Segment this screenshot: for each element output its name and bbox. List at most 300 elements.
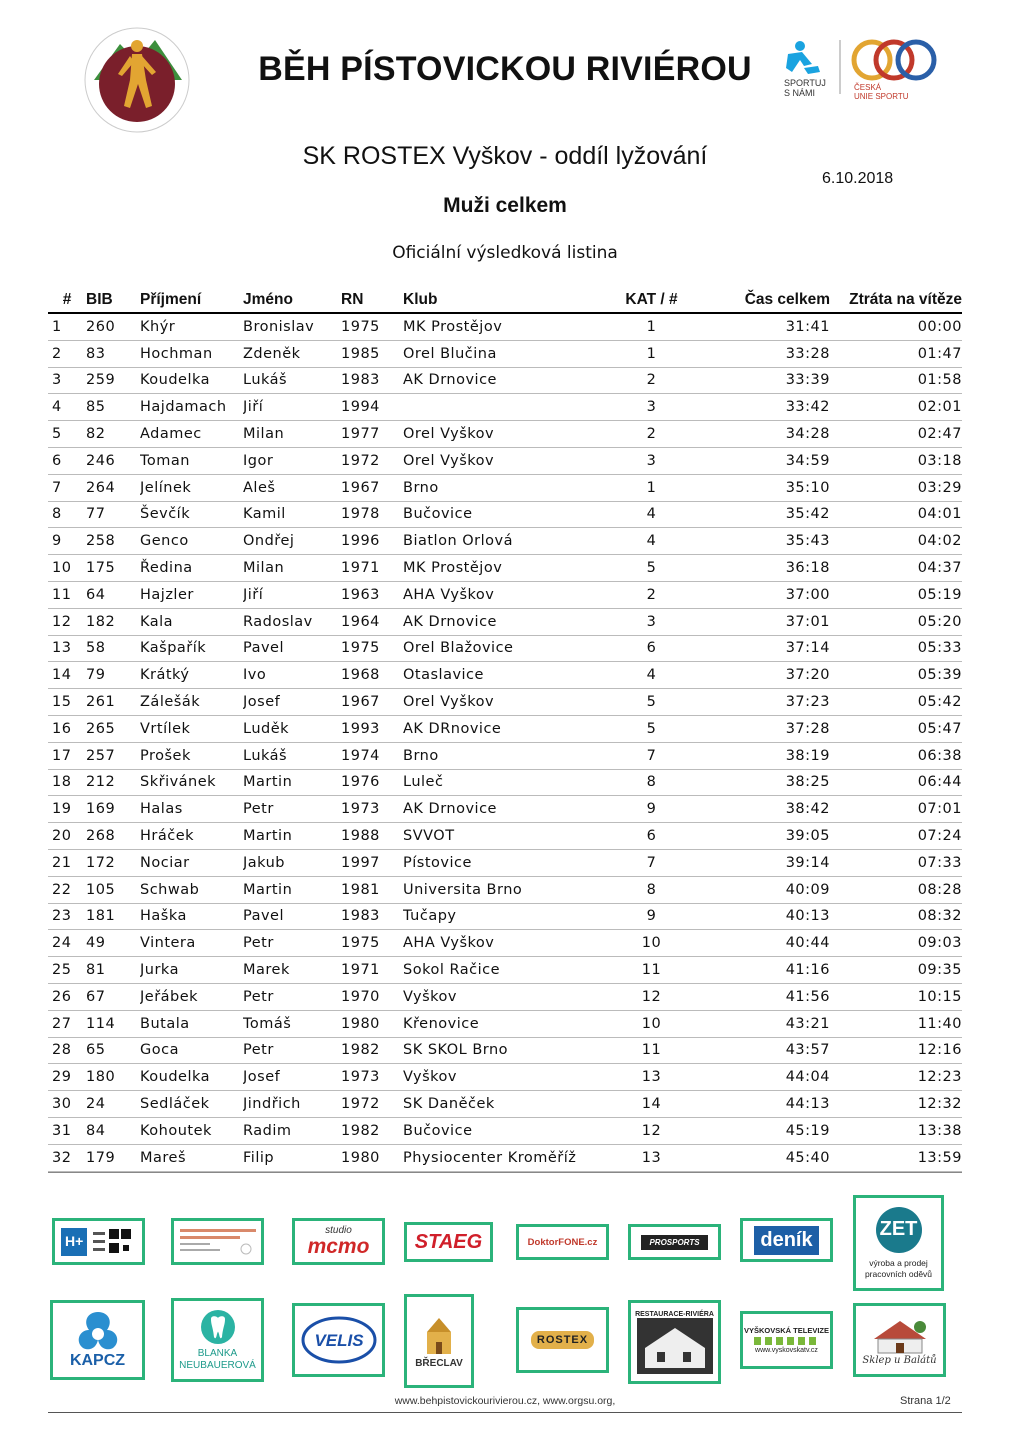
cell-bib: 24 (86, 1091, 140, 1118)
cell-club: Otaslavice (403, 662, 603, 689)
cell-name: Milan (243, 421, 341, 448)
sponsor-staeg (404, 1222, 493, 1262)
cell-club: AHA Vyškov (403, 581, 603, 608)
category-title: Muži celkem (443, 194, 567, 217)
table-row (48, 876, 962, 903)
cell-surname: Vrtílek (140, 715, 243, 742)
cell-year: 1983 (341, 903, 403, 930)
cell-club: SVVOT (403, 823, 603, 850)
cell-time: 38:19 (700, 742, 830, 769)
cell-name: Ivo (243, 662, 341, 689)
cell-surname: Jurka (140, 957, 243, 984)
cell-category: 2 (603, 367, 700, 394)
cell-bib: 58 (86, 635, 140, 662)
cell-club: AK Drnovice (403, 367, 603, 394)
cell-time: 35:42 (700, 501, 830, 528)
cell-category: 1 (603, 474, 700, 501)
cell-year: 1996 (341, 528, 403, 555)
cell-name: Radim (243, 1117, 341, 1144)
cell-surname: Hajdamach (140, 394, 243, 421)
cell-bib: 181 (86, 903, 140, 930)
footer-rule (48, 1412, 962, 1413)
cell-name: Lukáš (243, 367, 341, 394)
cell-surname: Koudelka (140, 367, 243, 394)
cell-name: Petr (243, 930, 341, 957)
cell-time: 33:42 (700, 394, 830, 421)
cell-gap: 09:03 (830, 930, 962, 957)
cell-year: 1976 (341, 769, 403, 796)
cell-bib: 265 (86, 715, 140, 742)
cell-rank: 9 (48, 528, 86, 555)
cell-name: Pavel (243, 635, 341, 662)
cell-name: Pavel (243, 903, 341, 930)
cell-time: 45:40 (700, 1144, 830, 1171)
cell-surname: Hráček (140, 823, 243, 850)
cell-name: Petr (243, 983, 341, 1010)
col-year: RN (341, 288, 403, 313)
cell-name: Radoslav (243, 608, 341, 635)
cell-gap: 09:35 (830, 957, 962, 984)
cell-surname: Ředina (140, 555, 243, 582)
cell-surname: Khýr (140, 313, 243, 340)
race-date: 6.10.2018 (822, 170, 894, 187)
cell-gap: 03:18 (830, 447, 962, 474)
breclav-label: BŘECLAV (415, 1357, 463, 1369)
cell-surname: Kala (140, 608, 243, 635)
cell-bib: 49 (86, 930, 140, 957)
cell-time: 38:42 (700, 796, 830, 823)
cell-gap: 05:19 (830, 581, 962, 608)
cell-surname: Prošek (140, 742, 243, 769)
table-row (48, 447, 962, 474)
cell-bib: 182 (86, 608, 140, 635)
rostex-label: ROSTEX (531, 1331, 594, 1349)
table-row (48, 608, 962, 635)
cell-gap: 04:02 (830, 528, 962, 555)
cell-category: 11 (603, 957, 700, 984)
svg-text:ČESKÁ: ČESKÁ (854, 83, 882, 92)
cell-name: Tomáš (243, 1010, 341, 1037)
page-title: BĚH PÍSTOVICKOU RIVIÉROU (258, 50, 752, 88)
cell-gap: 08:28 (830, 876, 962, 903)
col-gap: Ztráta na vítěze (830, 288, 962, 313)
cell-year: 1985 (341, 340, 403, 367)
cell-rank: 25 (48, 957, 86, 984)
cell-gap: 01:58 (830, 367, 962, 394)
cell-bib: 179 (86, 1144, 140, 1171)
table-row (48, 662, 962, 689)
cell-year: 1980 (341, 1010, 403, 1037)
table-row (48, 957, 962, 984)
vtv-url: www.vyskovskatv.cz (755, 1347, 818, 1354)
table-row (48, 340, 962, 367)
table-row (48, 313, 962, 340)
cell-category: 11 (603, 1037, 700, 1064)
cell-club: SK SKOL Brno (403, 1037, 603, 1064)
cell-bib: 79 (86, 662, 140, 689)
cell-gap: 02:47 (830, 421, 962, 448)
cell-rank: 17 (48, 742, 86, 769)
cell-rank: 5 (48, 421, 86, 448)
cell-rank: 1 (48, 313, 86, 340)
cell-time: 34:59 (700, 447, 830, 474)
cell-bib: 114 (86, 1010, 140, 1037)
cell-club (403, 394, 603, 421)
cell-bib: 84 (86, 1117, 140, 1144)
cell-club: Orel Vyškov (403, 421, 603, 448)
table-row (48, 689, 962, 716)
cell-category: 4 (603, 662, 700, 689)
cell-club: Brno (403, 474, 603, 501)
sponsor-rostex (516, 1307, 609, 1373)
table-row (48, 1091, 962, 1118)
cell-gap: 13:38 (830, 1117, 962, 1144)
sklep-label: Sklep u Balátů (862, 1354, 937, 1366)
table-row (48, 367, 962, 394)
cell-rank: 6 (48, 447, 86, 474)
cell-bib: 260 (86, 313, 140, 340)
sponsor-breclav (404, 1294, 474, 1388)
cell-gap: 07:33 (830, 849, 962, 876)
cell-category: 13 (603, 1144, 700, 1171)
cell-time: 36:18 (700, 555, 830, 582)
cell-club: AK DRnovice (403, 715, 603, 742)
cell-category: 10 (603, 930, 700, 957)
cell-rank: 32 (48, 1144, 86, 1171)
cell-year: 1977 (341, 421, 403, 448)
cell-category: 3 (603, 447, 700, 474)
cell-club: Orel Blažovice (403, 635, 603, 662)
table-row (48, 1117, 962, 1144)
cell-gap: 04:37 (830, 555, 962, 582)
cell-club: MK Prostějov (403, 313, 603, 340)
cell-category: 1 (603, 313, 700, 340)
zet-caption: výroba a prodej pracovních oděvů (864, 1257, 933, 1279)
cell-name: Kamil (243, 501, 341, 528)
col-surname: Příjmení (140, 288, 243, 313)
cell-name: Marek (243, 957, 341, 984)
cell-surname: Kašpařík (140, 635, 243, 662)
cell-name: Igor (243, 447, 341, 474)
svg-text:H+: H+ (64, 1232, 83, 1249)
cell-rank: 3 (48, 367, 86, 394)
cell-gap: 12:32 (830, 1091, 962, 1118)
cell-club: Vyškov (403, 1064, 603, 1091)
cell-surname: Jelínek (140, 474, 243, 501)
cell-surname: Skřivánek (140, 769, 243, 796)
table-row (48, 635, 962, 662)
cell-name: Luděk (243, 715, 341, 742)
cell-rank: 11 (48, 581, 86, 608)
cell-rank: 21 (48, 849, 86, 876)
cell-gap: 05:20 (830, 608, 962, 635)
cell-name: Jindřich (243, 1091, 341, 1118)
cell-rank: 31 (48, 1117, 86, 1144)
cell-rank: 2 (48, 340, 86, 367)
cell-surname: Butala (140, 1010, 243, 1037)
cell-surname: Genco (140, 528, 243, 555)
cell-rank: 24 (48, 930, 86, 957)
cell-gap: 01:47 (830, 340, 962, 367)
table-row (48, 501, 962, 528)
cell-bib: 258 (86, 528, 140, 555)
cell-category: 5 (603, 715, 700, 742)
table-row (48, 1064, 962, 1091)
sponsor-studio-mcmo (292, 1218, 385, 1265)
partner-logos (782, 36, 942, 100)
cell-bib: 261 (86, 689, 140, 716)
cell-gap: 13:59 (830, 1144, 962, 1171)
cell-gap: 05:33 (830, 635, 962, 662)
cell-gap: 05:47 (830, 715, 962, 742)
sponsor-kapcz (50, 1300, 145, 1380)
table-row (48, 715, 962, 742)
results-table (48, 288, 962, 1172)
table-row (48, 742, 962, 769)
cell-time: 41:56 (700, 983, 830, 1010)
cell-year: 1994 (341, 394, 403, 421)
svg-text:SPORTUJ: SPORTUJ (784, 78, 826, 88)
cell-surname: Schwab (140, 876, 243, 903)
table-row (48, 849, 962, 876)
cell-category: 6 (603, 823, 700, 850)
cell-surname: Hochman (140, 340, 243, 367)
cell-category: 12 (603, 983, 700, 1010)
cell-surname: Jeřábek (140, 983, 243, 1010)
col-club: Klub (403, 288, 603, 313)
cell-surname: Mareš (140, 1144, 243, 1171)
header-row (48, 288, 962, 313)
cell-name: Bronislav (243, 313, 341, 340)
cell-year: 1983 (341, 367, 403, 394)
sponsor-velis (292, 1303, 385, 1377)
cell-category: 3 (603, 394, 700, 421)
cell-bib: 169 (86, 796, 140, 823)
cell-time: 35:10 (700, 474, 830, 501)
cell-rank: 19 (48, 796, 86, 823)
sponsor-vtv (740, 1311, 833, 1369)
cell-bib: 257 (86, 742, 140, 769)
cell-name: Petr (243, 1037, 341, 1064)
cell-time: 43:21 (700, 1010, 830, 1037)
cell-gap: 06:38 (830, 742, 962, 769)
cell-name: Martin (243, 769, 341, 796)
footer-links: www.behpistovickourivierou.cz, www.orgsu.org, (394, 1395, 616, 1407)
sponsor-denik (740, 1218, 833, 1262)
sponsor-prosports (628, 1224, 721, 1260)
table-row (48, 796, 962, 823)
cell-year: 1981 (341, 876, 403, 903)
cell-year: 1988 (341, 823, 403, 850)
cell-surname: Zálešák (140, 689, 243, 716)
prosports-label: PROSPORTS (641, 1235, 707, 1250)
sponsor-restaurace (628, 1300, 721, 1384)
cell-bib: 82 (86, 421, 140, 448)
cell-time: 39:14 (700, 849, 830, 876)
cell-category: 5 (603, 555, 700, 582)
cell-year: 1975 (341, 635, 403, 662)
cell-surname: Hajzler (140, 581, 243, 608)
cell-rank: 8 (48, 501, 86, 528)
cell-name: Jiří (243, 581, 341, 608)
cell-club: Biatlon Orlová (403, 528, 603, 555)
cell-year: 1982 (341, 1037, 403, 1064)
page-number: Strana 1/2 (900, 1395, 951, 1407)
cell-club: Vyškov (403, 983, 603, 1010)
cell-gap: 12:23 (830, 1064, 962, 1091)
cell-time: 34:28 (700, 421, 830, 448)
cell-category: 3 (603, 608, 700, 635)
col-bib: BIB (86, 288, 140, 313)
cell-bib: 175 (86, 555, 140, 582)
cell-club: Bučovice (403, 1117, 603, 1144)
cell-gap: 02:01 (830, 394, 962, 421)
sponsor-dental-small (171, 1218, 264, 1265)
cell-time: 40:44 (700, 930, 830, 957)
cell-name: Filip (243, 1144, 341, 1171)
zet-label: ZET (876, 1207, 922, 1253)
table-row (48, 394, 962, 421)
sponsor-blanka (171, 1298, 264, 1382)
cell-bib: 246 (86, 447, 140, 474)
cell-bib: 268 (86, 823, 140, 850)
cell-rank: 13 (48, 635, 86, 662)
cell-year: 1972 (341, 1091, 403, 1118)
cell-rank: 15 (48, 689, 86, 716)
table-row (48, 903, 962, 930)
cell-year: 1978 (341, 501, 403, 528)
col-category: KAT / # (603, 288, 700, 313)
cell-rank: 26 (48, 983, 86, 1010)
cell-year: 1982 (341, 1117, 403, 1144)
table-row (48, 528, 962, 555)
cell-club: Brno (403, 742, 603, 769)
cell-year: 1973 (341, 1064, 403, 1091)
cell-time: 33:39 (700, 367, 830, 394)
cell-club: Universita Brno (403, 876, 603, 903)
cell-bib: 67 (86, 983, 140, 1010)
cell-name: Josef (243, 1064, 341, 1091)
cell-bib: 65 (86, 1037, 140, 1064)
cell-gap: 10:15 (830, 983, 962, 1010)
cell-rank: 29 (48, 1064, 86, 1091)
cell-year: 1964 (341, 608, 403, 635)
cell-rank: 30 (48, 1091, 86, 1118)
staeg-label: STAEG (414, 1230, 483, 1253)
cell-gap: 08:32 (830, 903, 962, 930)
table-row (48, 1144, 962, 1171)
cell-surname: Nociar (140, 849, 243, 876)
cell-surname: Adamec (140, 421, 243, 448)
cell-year: 1975 (341, 930, 403, 957)
cell-name: Lukáš (243, 742, 341, 769)
cell-year: 1967 (341, 474, 403, 501)
cell-time: 37:20 (700, 662, 830, 689)
cell-club: MK Prostějov (403, 555, 603, 582)
cell-year: 1970 (341, 983, 403, 1010)
cell-club: Pístovice (403, 849, 603, 876)
cell-gap: 07:24 (830, 823, 962, 850)
cell-club: Bučovice (403, 501, 603, 528)
velis-label: VELIS (313, 1331, 364, 1350)
cell-time: 40:13 (700, 903, 830, 930)
cell-surname: Vintera (140, 930, 243, 957)
cell-club: Sokol Račice (403, 957, 603, 984)
cell-club: Luleč (403, 769, 603, 796)
cell-gap: 06:44 (830, 769, 962, 796)
cell-gap: 12:16 (830, 1037, 962, 1064)
cell-rank: 28 (48, 1037, 86, 1064)
svg-text:S NÁMI: S NÁMI (784, 88, 816, 98)
cell-time: 44:04 (700, 1064, 830, 1091)
col-name: Jméno (243, 288, 341, 313)
cell-time: 41:16 (700, 957, 830, 984)
cell-name: Ondřej (243, 528, 341, 555)
cell-gap: 04:01 (830, 501, 962, 528)
table-row (48, 555, 962, 582)
cell-name: Jiří (243, 394, 341, 421)
cell-category: 9 (603, 903, 700, 930)
cell-gap: 05:42 (830, 689, 962, 716)
kapcz-label: KAPCZ (69, 1352, 126, 1369)
cell-category: 7 (603, 849, 700, 876)
cell-time: 33:28 (700, 340, 830, 367)
cell-category: 1 (603, 340, 700, 367)
cell-surname: Goca (140, 1037, 243, 1064)
cell-time: 37:28 (700, 715, 830, 742)
table-row (48, 421, 962, 448)
cell-gap: 03:29 (830, 474, 962, 501)
table-row (48, 1010, 962, 1037)
cell-year: 1974 (341, 742, 403, 769)
table-row (48, 769, 962, 796)
cell-gap: 07:01 (830, 796, 962, 823)
cell-bib: 77 (86, 501, 140, 528)
doktorfone-label: DoktorFONE.cz (527, 1236, 598, 1248)
cell-category: 2 (603, 421, 700, 448)
cell-gap: 11:40 (830, 1010, 962, 1037)
cell-year: 1968 (341, 662, 403, 689)
mcmo-label: mcmo (307, 1235, 370, 1258)
cell-bib: 172 (86, 849, 140, 876)
cell-bib: 105 (86, 876, 140, 903)
cell-name: Aleš (243, 474, 341, 501)
cell-year: 1975 (341, 313, 403, 340)
cell-rank: 7 (48, 474, 86, 501)
cell-category: 13 (603, 1064, 700, 1091)
cell-club: AK Drnovice (403, 796, 603, 823)
cell-name: Petr (243, 796, 341, 823)
cell-club: AK Drnovice (403, 608, 603, 635)
cell-category: 9 (603, 796, 700, 823)
cell-bib: 212 (86, 769, 140, 796)
cell-rank: 22 (48, 876, 86, 903)
cell-gap: 05:39 (830, 662, 962, 689)
cell-bib: 180 (86, 1064, 140, 1091)
list-subtitle: Oficiální výsledková listina (392, 243, 618, 263)
cell-club: Physiocenter Kroměříž (403, 1144, 603, 1171)
cell-time: 31:41 (700, 313, 830, 340)
cell-rank: 12 (48, 608, 86, 635)
cell-time: 37:23 (700, 689, 830, 716)
cell-surname: Toman (140, 447, 243, 474)
cell-rank: 23 (48, 903, 86, 930)
cell-bib: 264 (86, 474, 140, 501)
cell-surname: Haška (140, 903, 243, 930)
cell-club: AHA Vyškov (403, 930, 603, 957)
cell-club: Tučapy (403, 903, 603, 930)
cell-time: 37:01 (700, 608, 830, 635)
